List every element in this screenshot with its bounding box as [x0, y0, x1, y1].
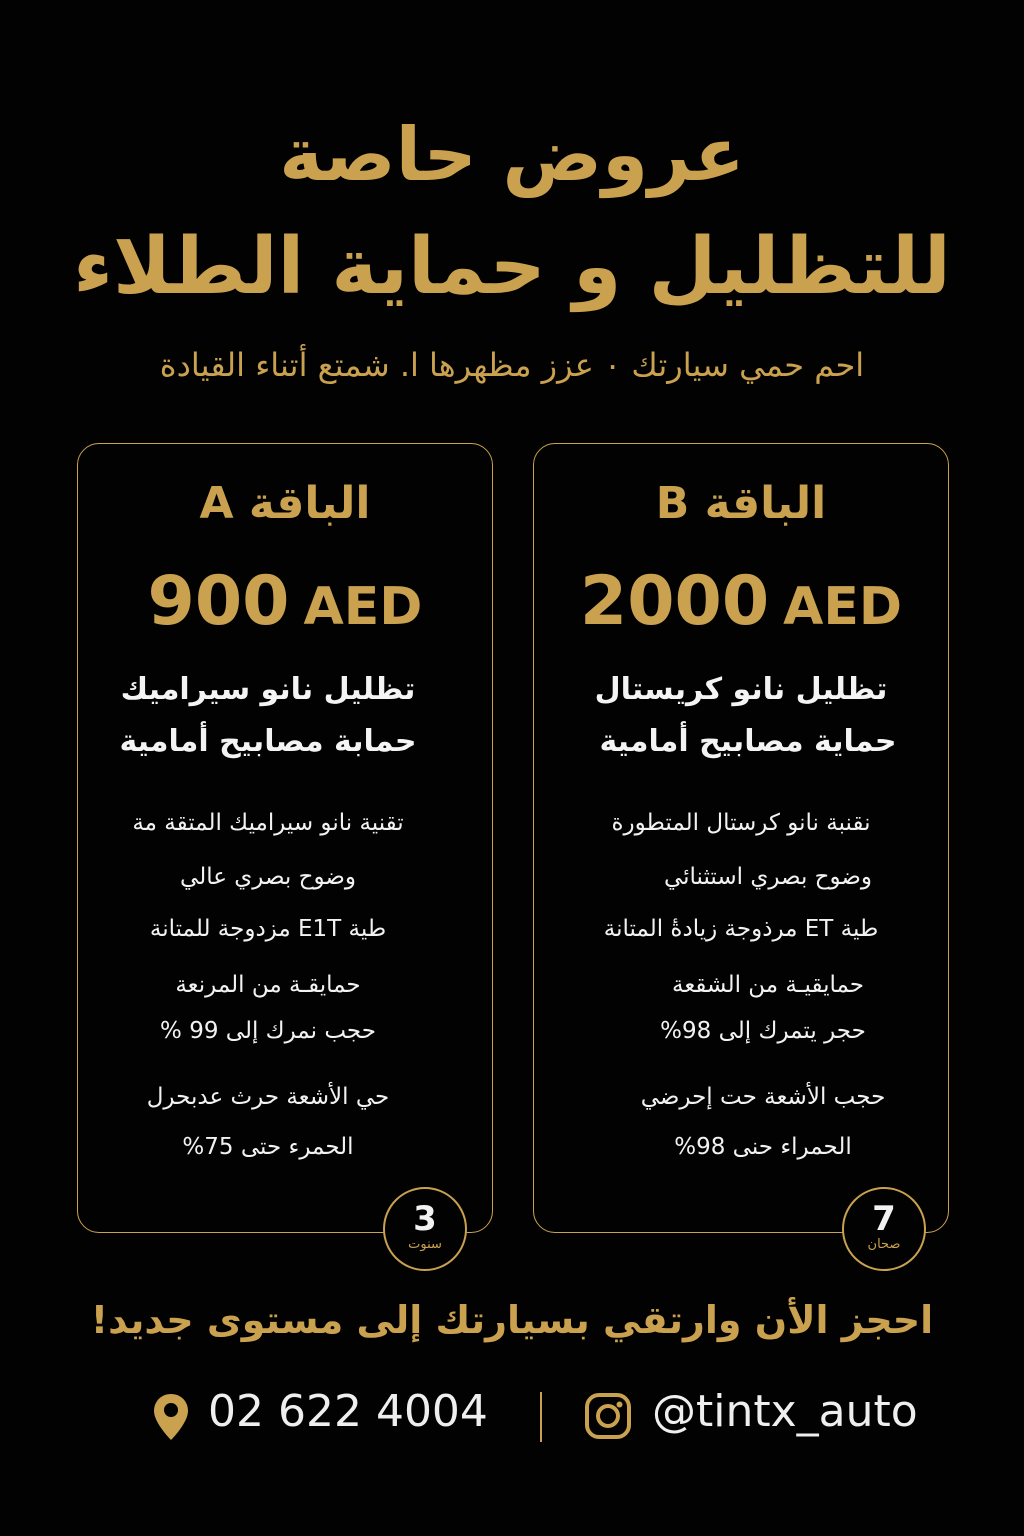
- package-b-feature-7: الحمراء حنى 98%: [674, 1134, 852, 1160]
- package-a-price-value: 900: [147, 562, 290, 641]
- package-b-badge-number: 7: [872, 1199, 896, 1239]
- title-line-2: للتظليل و حماية الطلاء: [73, 222, 951, 312]
- package-b-price-value: 2000: [579, 562, 770, 641]
- package-b-warranty-badge: [842, 1187, 926, 1271]
- package-a-feature-2: وضوح بصري عالي: [180, 864, 356, 890]
- phone-number[interactable]: 02 622 4004: [208, 1386, 488, 1437]
- contact-divider: [540, 1392, 542, 1442]
- package-a-feature-1: تقنية نانو سيراميك المتقة مة: [132, 810, 404, 836]
- location-pin-icon: [152, 1392, 190, 1442]
- package-b-headline-2: حماية مصابيح أمامية: [599, 724, 897, 759]
- package-a-price: [77, 562, 493, 641]
- instagram-icon[interactable]: [584, 1392, 632, 1440]
- package-b-feature-5: حجر يتمرك إلى 98%: [660, 1018, 866, 1044]
- package-a-warranty-badge: [383, 1187, 467, 1271]
- package-a-badge-unit: سنوت: [408, 1237, 442, 1252]
- package-a-feature-4: حمايقـة من المرنعة: [175, 972, 361, 998]
- package-b-currency: AED: [783, 577, 903, 637]
- package-a-feature-5: حجب نمرك إلى 99 %: [160, 1018, 376, 1044]
- instagram-handle[interactable]: @tintx_auto: [652, 1386, 918, 1437]
- package-b-feature-3: طية ET مرذوجة زيادةٔ المتانة: [603, 916, 879, 942]
- package-b-feature-6: حجب الأشعة حت إحرضي: [640, 1084, 886, 1110]
- package-b-price: [533, 562, 949, 641]
- package-a-feature-6: حي الأشعة حرث عدبحرل: [146, 1084, 390, 1110]
- package-b-feature-1: نقنبة نانو كرستال المتطورة: [611, 810, 871, 836]
- call-to-action: احجز الأن وارتقي بسيارتك إلى مستوى جديد!: [90, 1298, 934, 1342]
- package-b-headline-1: تظليل نانو كريستال: [594, 672, 888, 707]
- package-a-badge-number: 3: [413, 1199, 437, 1239]
- package-a-feature-3: طية E1T مزدوجة للمتانة: [149, 916, 387, 942]
- package-a-name: الباقة A: [199, 478, 371, 529]
- package-b-badge-unit: صحان: [867, 1237, 901, 1252]
- title-line-1: عروض حاصة: [279, 112, 745, 198]
- package-b-name: الباقة B: [655, 478, 827, 529]
- package-a-headline-2: حمابة مصابيح أمامية: [119, 724, 417, 759]
- package-b-feature-4: حمايقيـة من الشقعة: [672, 972, 864, 998]
- subtitle: احم حمي سيارتك ٠ عزز مظهرها ا. شمتع أتناء القيادة: [159, 346, 865, 384]
- package-a-currency: AED: [303, 577, 423, 637]
- package-a-headline-1: تظليل نانو سيراميك: [120, 672, 416, 707]
- package-b-feature-2: وضوح بصري استثنائي: [663, 864, 873, 890]
- package-a-feature-7: الحمرء حتى 75%: [182, 1134, 354, 1160]
